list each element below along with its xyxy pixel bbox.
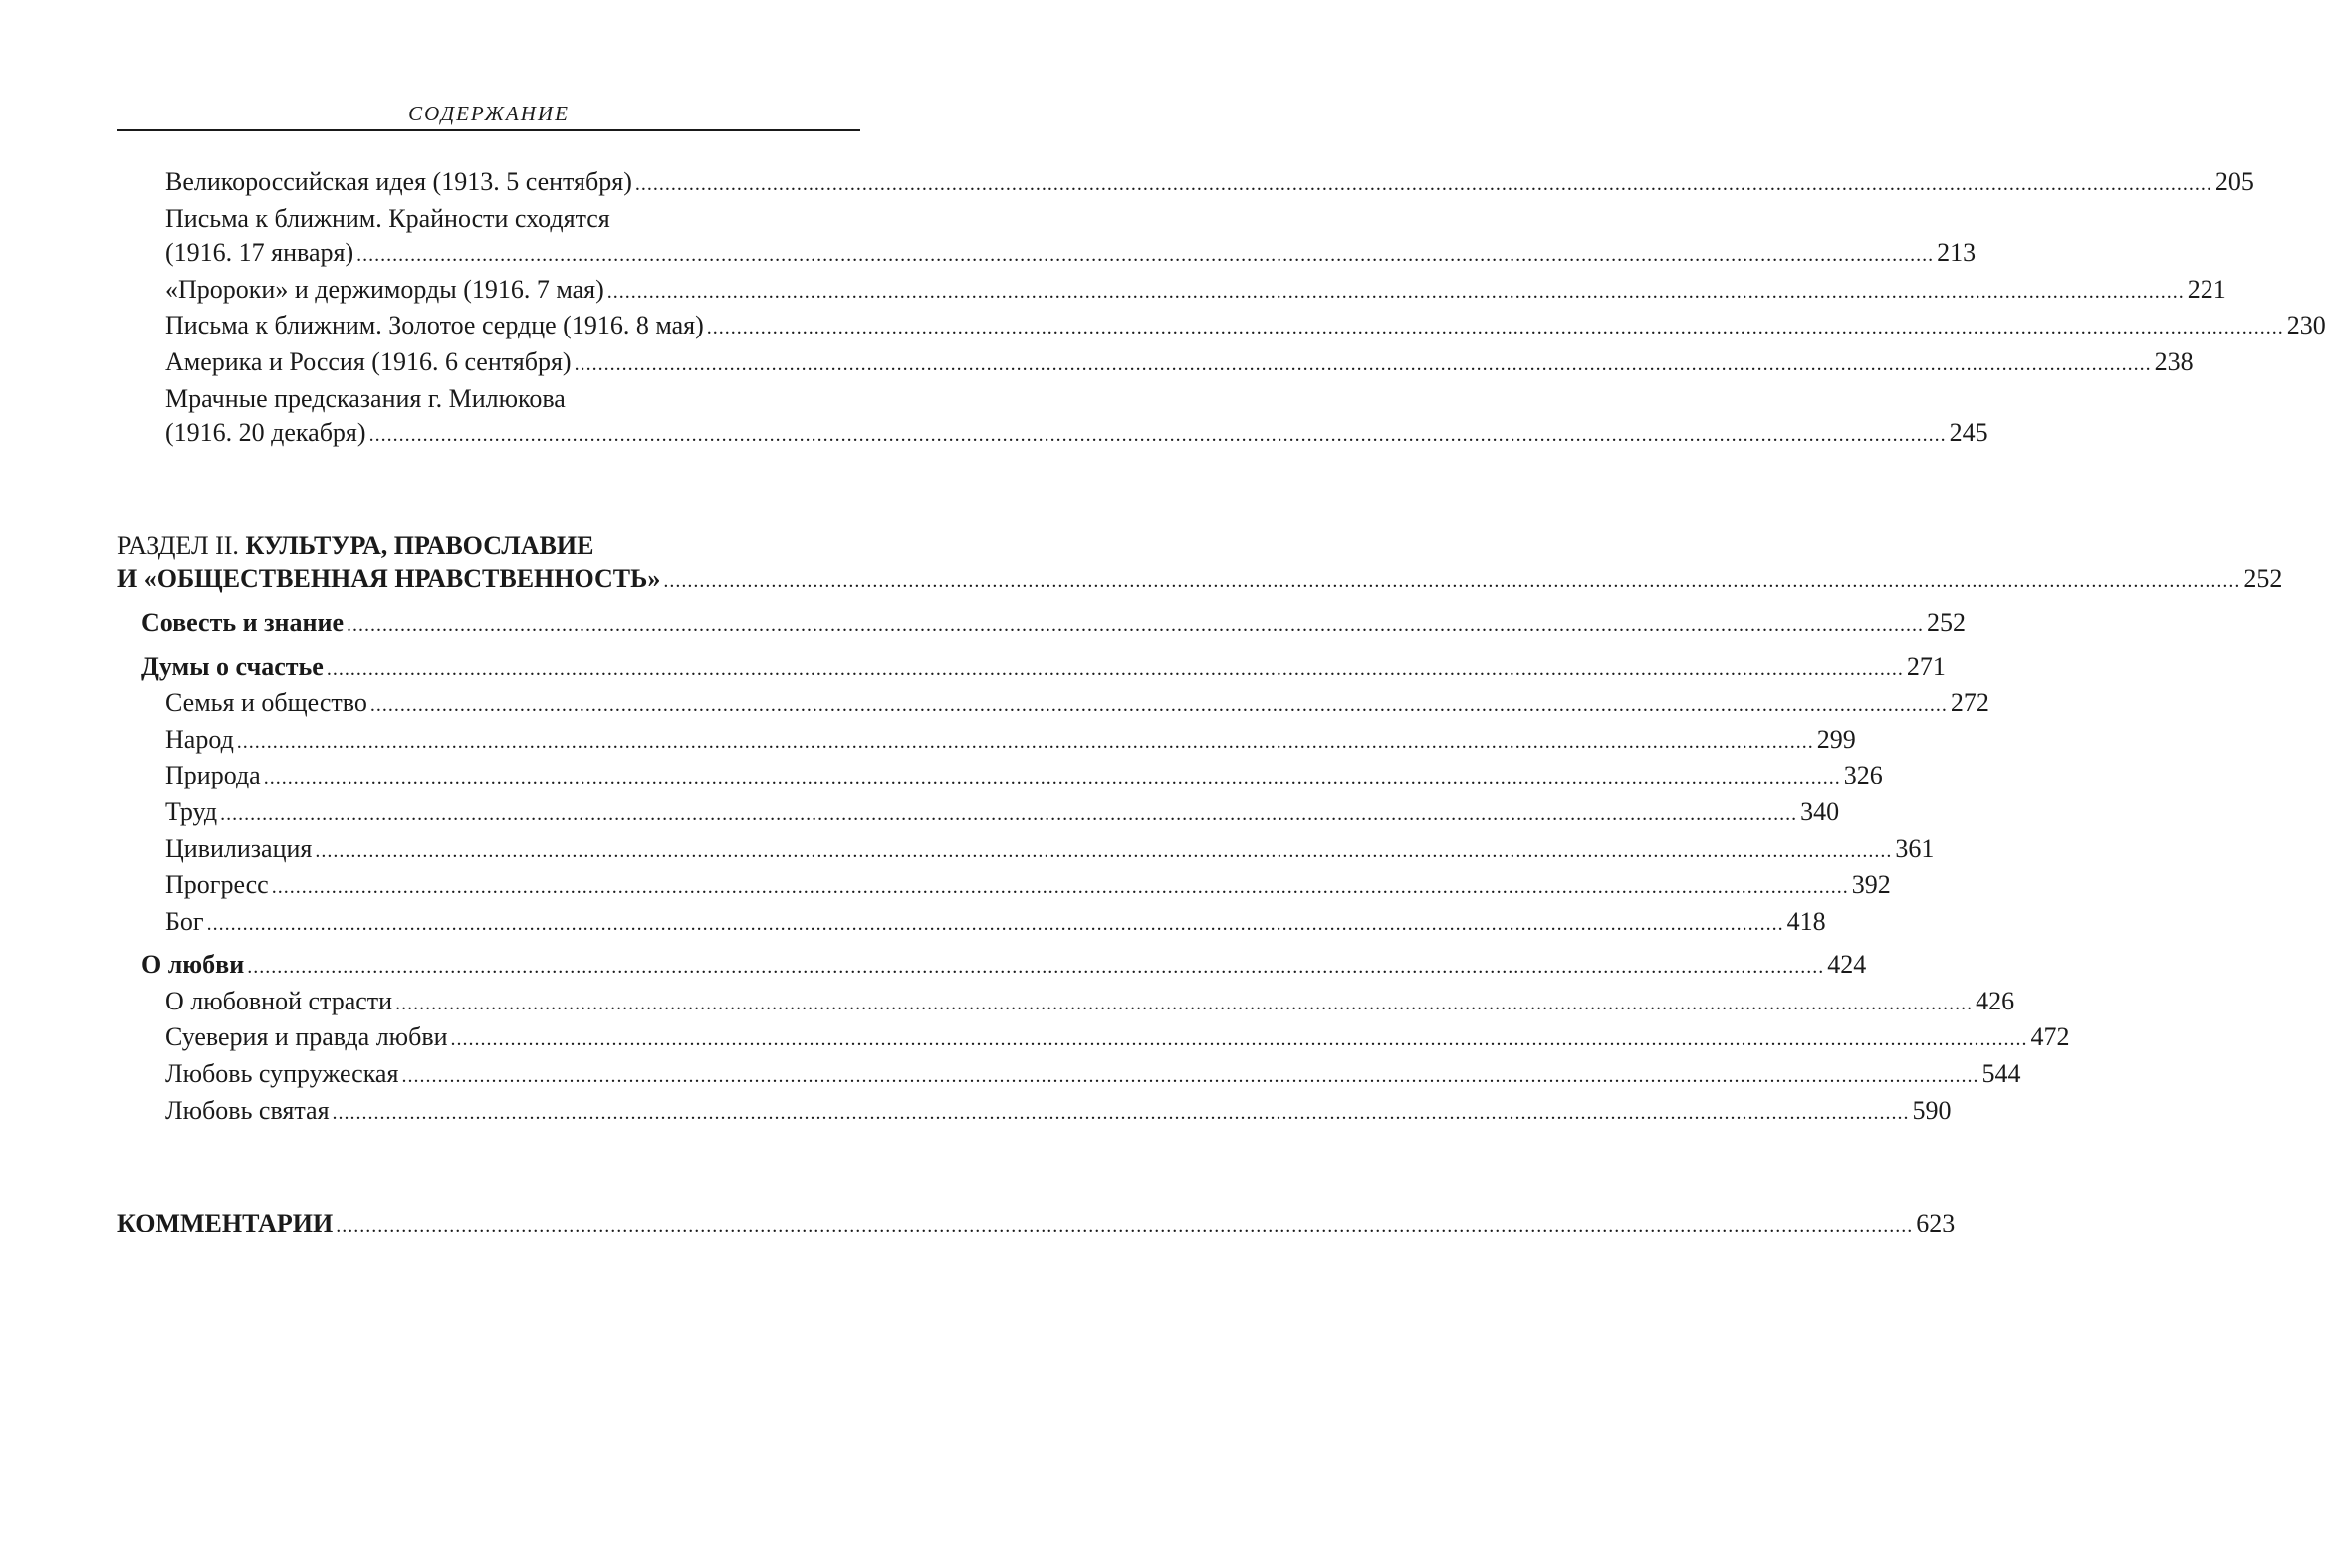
toc-entry-page: 238 xyxy=(2154,346,2194,376)
toc-leader xyxy=(247,950,1824,985)
toc-entry[interactable] xyxy=(117,309,2326,345)
toc-leader xyxy=(315,834,1892,869)
toc-leader xyxy=(607,275,2185,310)
toc-leader xyxy=(272,870,1849,905)
toc-entry[interactable] xyxy=(117,416,1988,453)
toc-entry-title: Труд xyxy=(165,796,218,826)
section-heading-line xyxy=(117,529,860,563)
toc-leader xyxy=(333,1096,1910,1131)
toc-leader xyxy=(336,1209,1913,1243)
section-title: КУЛЬТУРА, ПРАВОСЛАВИЕ xyxy=(245,530,594,560)
toc-entry[interactable] xyxy=(117,1094,1952,1131)
toc-chapter-entry[interactable] xyxy=(117,948,1867,985)
toc-entry-page: 590 xyxy=(1912,1095,1952,1125)
toc-comments-entry[interactable] xyxy=(117,1207,1956,1243)
toc-entry-page: 326 xyxy=(1843,761,1883,790)
toc-entry[interactable] xyxy=(117,345,2194,382)
toc-entry-page: 418 xyxy=(1786,906,1826,936)
toc-entry[interactable] xyxy=(117,1020,2070,1057)
toc-entry[interactable] xyxy=(117,985,2015,1021)
toc-leader xyxy=(207,907,1784,942)
toc-leader xyxy=(451,1022,2028,1057)
toc-entry[interactable] xyxy=(117,1057,2021,1094)
table-of-contents xyxy=(117,165,2326,1243)
running-header xyxy=(117,100,860,131)
toc-entry-title: Бог xyxy=(165,906,204,936)
toc-entry[interactable] xyxy=(117,759,1883,795)
toc-entry-title: Любовь святая xyxy=(165,1095,330,1125)
toc-entry-page: 299 xyxy=(1816,724,1856,754)
toc-entry-page: 426 xyxy=(1976,986,2015,1015)
toc-entry-title: Семья и общество xyxy=(165,688,367,718)
toc-chapter-entry[interactable] xyxy=(117,650,1946,687)
toc-entry-title: Суеверия и правда любви xyxy=(165,1022,448,1052)
toc-entry-page: 623 xyxy=(1916,1209,1956,1238)
toc-entry-page: 221 xyxy=(2187,274,2226,304)
toc-leader xyxy=(635,167,2212,202)
toc-entry-page: 392 xyxy=(1851,870,1891,900)
toc-entry-page: 271 xyxy=(1906,651,1946,681)
toc-leader xyxy=(395,987,1973,1021)
toc-leader xyxy=(370,688,1948,723)
toc-leader xyxy=(327,652,1904,687)
toc-entry-page: 272 xyxy=(1950,688,1989,718)
toc-leader xyxy=(663,564,2240,599)
toc-entry[interactable] xyxy=(117,236,1977,273)
toc-entry[interactable] xyxy=(117,832,1935,869)
toc-entry-title: (1916. 17 января) xyxy=(165,238,354,268)
toc-entry[interactable] xyxy=(117,273,2226,310)
toc-entry-title: Народ xyxy=(165,724,234,754)
toc-entry-page: 361 xyxy=(1895,833,1935,863)
toc-comments-title: КОММЕНТАРИИ xyxy=(117,1209,334,1238)
toc-entry-page: 205 xyxy=(2214,167,2254,196)
section-title: И «ОБЩЕСТВЕННАЯ НРАВСТВЕННОСТЬ» xyxy=(117,564,661,594)
toc-entry[interactable] xyxy=(117,723,1856,760)
toc-section-entry[interactable] xyxy=(117,562,2283,599)
toc-leader xyxy=(575,347,2152,382)
toc-entry-title: «Пророки» и держиморды (1916. 7 мая) xyxy=(165,274,604,304)
toc-entry-title-line: Письма к ближним. Крайности сходятся xyxy=(165,203,610,233)
toc-leader xyxy=(707,311,2284,345)
toc-entry-title: Цивилизация xyxy=(165,833,313,863)
toc-leader xyxy=(401,1059,1978,1094)
toc-entry-page: 340 xyxy=(1800,796,1840,826)
toc-entry-title: Письма к ближним. Золотое сердце (1916. 8 мая) xyxy=(165,311,704,340)
toc-entry-title: Любовь супружеская xyxy=(165,1059,399,1089)
toc-entry-page: 213 xyxy=(1937,238,1977,268)
toc-entry-page: 252 xyxy=(1927,607,1966,637)
toc-entry-title: О любовной страсти xyxy=(165,986,393,1015)
toc-entry-page: 230 xyxy=(2286,311,2326,340)
toc-chapter-title: Думы о счастье xyxy=(141,651,324,681)
toc-entry-page: 472 xyxy=(2030,1022,2070,1052)
toc-leader xyxy=(347,608,1924,643)
toc-entry-title: Прогресс xyxy=(165,870,269,900)
toc-entry-title-line: Мрачные предсказания г. Милюкова xyxy=(165,383,566,413)
toc-entry[interactable] xyxy=(117,795,1840,832)
toc-entry-page: 252 xyxy=(2243,564,2283,594)
toc-entry-title: Америка и Россия (1916. 6 сентября) xyxy=(165,346,572,376)
toc-entry-title: Природа xyxy=(165,761,261,790)
toc-leader xyxy=(264,761,1841,795)
toc-entry[interactable] xyxy=(117,868,1891,905)
toc-entry[interactable] xyxy=(117,686,1989,723)
toc-entry[interactable] xyxy=(117,905,1826,942)
running-header-title: СОДЕРЖАНИЕ xyxy=(408,102,570,125)
toc-entry-page: 245 xyxy=(1949,418,1988,448)
toc-chapter-title: Совесть и знание xyxy=(141,607,344,637)
toc-leader xyxy=(237,725,1814,760)
toc-entry-title: (1916. 20 декабря) xyxy=(165,418,366,448)
toc-chapter-entry[interactable] xyxy=(117,606,1966,643)
toc-leader xyxy=(220,797,1797,832)
toc-entry[interactable] xyxy=(117,165,2254,202)
toc-entry-title: Великороссийская идея (1913. 5 сентября) xyxy=(165,167,632,196)
toc-leader xyxy=(356,238,1934,273)
section-prefix: РАЗДЕЛ II. xyxy=(117,530,239,560)
toc-entry-page: 424 xyxy=(1827,950,1867,980)
toc-chapter-title: О любви xyxy=(141,950,245,980)
toc-entry-page: 544 xyxy=(1981,1059,2021,1089)
toc-leader xyxy=(369,418,1947,453)
